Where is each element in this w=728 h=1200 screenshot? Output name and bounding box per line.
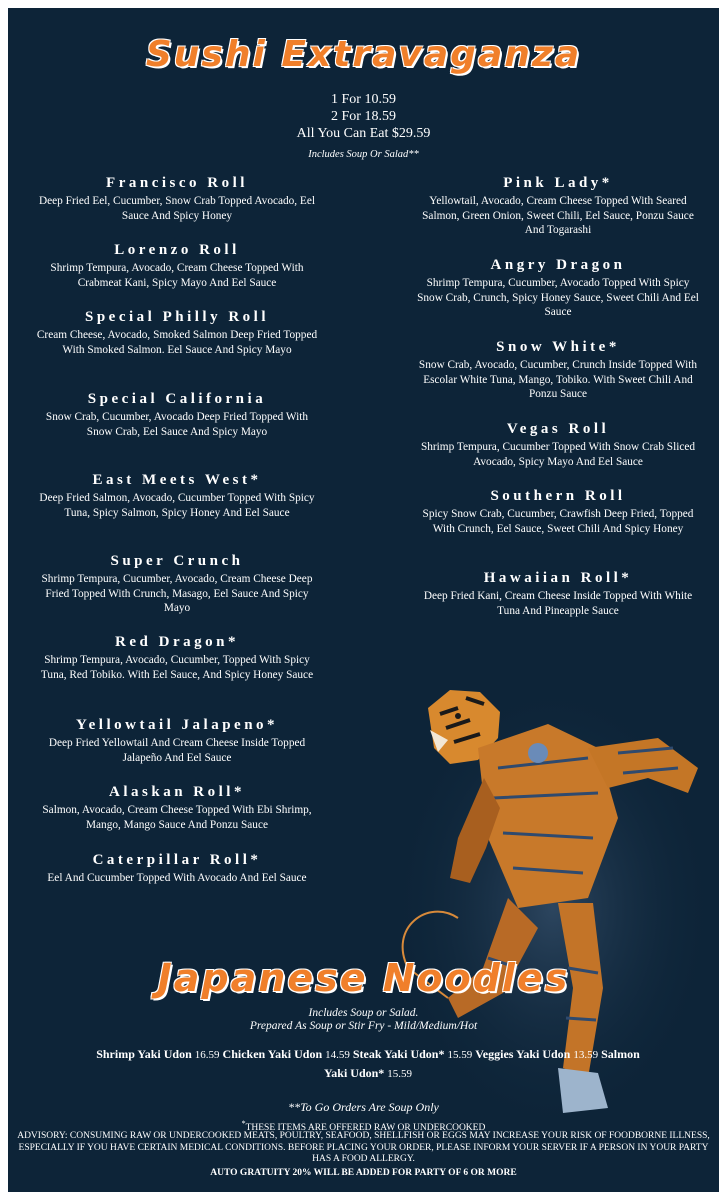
roll-item (34, 241, 320, 290)
roll-name: Lorenzo Roll (114, 242, 240, 258)
roll-description: Shrimp Tempura, Avocado, Cucumber, Topped With Spicy Tuna, Red Tobiko. With Eel Sauce, And Spicy Honey Sauce (40, 654, 314, 681)
noodle-name: Shrimp Yaki Udon (96, 1047, 192, 1061)
roll-item (34, 174, 320, 223)
roll-name: Vegas Roll (506, 421, 610, 437)
roll-description: Cream Cheese, Avocado, Smoked Salmon Deep Fried Topped With Smoked Salmon. Eel Sauce And Spicy Mayo (36, 329, 318, 356)
roll-name: Special Philly Roll (84, 309, 269, 325)
roll-name: Special California (87, 391, 267, 407)
roll-item (34, 716, 320, 765)
noodle-price: 15.59 (387, 1068, 413, 1080)
roll-name: Red Dragon* (115, 634, 239, 650)
noodle-name: Steak Yaki Udon* (352, 1047, 445, 1061)
raw-warning: *THESE ITEMS ARE OFFERED RAW OR UNDERCOOKED (241, 1119, 486, 1134)
roll-item (416, 338, 700, 402)
roll-item (416, 569, 700, 618)
noodle-name: Salmon Yaki Udon* (323, 1047, 640, 1080)
noodle-name: Chicken Yaki Udon (222, 1047, 323, 1061)
roll-item (34, 633, 320, 682)
right-roll-column (416, 174, 700, 634)
roll-name: Francisco Roll (106, 175, 248, 191)
roll-description: Snow Crab, Cucumber, Avocado Deep Fried Topped With Snow Crab, Eel Sauce And Spicy Mayo (45, 411, 309, 438)
raw-asterisk: * (241, 1119, 246, 1128)
roll-description: Shrimp Tempura, Avocado, Cream Cheese Topped With Crabmeat Kani, Spicy Mayo And Eel Sauce (50, 262, 304, 289)
roll-item (34, 308, 320, 357)
roll-name: Hawaiian Roll* (483, 570, 633, 586)
roll-description: Eel And Cucumber Topped With Avocado And Eel Sauce (47, 872, 307, 884)
roll-name: Caterpillar Roll* (92, 852, 262, 868)
price-all-you-can-eat: All You Can Eat $29.59 (296, 126, 431, 141)
roll-item (416, 420, 700, 469)
roll-item (34, 390, 320, 439)
roll-name: Yellowtail Jalapeno* (75, 717, 279, 733)
menu-page (8, 8, 719, 1192)
roll-description: Deep Fried Kani, Cream Cheese Inside Topped With White Tuna And Pineapple Sauce (423, 590, 693, 617)
price-one: 1 For 10.59 (331, 92, 396, 107)
roll-description: Salmon, Avocado, Cream Cheese Topped With Ebi Shrimp, Mango, Mango Sauce And Ponzu Sauce (42, 804, 312, 831)
noodle-price: 16.59 (194, 1049, 220, 1061)
roll-name: Alaskan Roll* (109, 784, 245, 800)
noodles-prep-note: Prepared As Soup or Stir Fry - Mild/Medium/Hot (249, 1020, 478, 1032)
roll-name: Pink Lady* (503, 175, 613, 191)
roll-name: East Meets West* (92, 472, 262, 488)
roll-name: Super Crunch (110, 553, 244, 569)
roll-item (34, 552, 320, 616)
roll-item (416, 174, 700, 238)
noodle-price: 13.59 (573, 1049, 599, 1061)
roll-description: Shrimp Tempura, Cucumber, Avocado, Cream Cheese Deep Fried Topped With Crunch, Masago, Eel Sauce And Spicy Mayo (41, 573, 313, 614)
roll-description: Yellowtail, Avocado, Cream Cheese Topped With Seared Salmon, Green Onion, Sweet Chili, Eel Sauce, Ponzu Sauce And Togarashi (422, 195, 694, 236)
noodle-price: 15.59 (447, 1049, 473, 1061)
roll-description: Deep Fried Yellowtail And Cream Cheese Inside Topped Jalapeño And Eel Sauce (48, 737, 306, 764)
noodle-price: 14.59 (325, 1049, 350, 1061)
roll-description: Shrimp Tempura, Cucumber Topped With Snow Crab Sliced Avocado, Spicy Mayo And Eel Sauce (420, 441, 696, 468)
roll-description: Deep Fried Salmon, Avocado, Cucumber Topped With Spicy Tuna, Spicy Salmon, Spicy Honey And Eel Sauce (39, 492, 315, 519)
noodles-title: Japanese Noodles (157, 956, 570, 1000)
noodle-list (88, 1045, 648, 1083)
roll-description: Shrimp Tempura, Cucumber, Avocado Topped With Spicy Snow Crab, Crunch, Spicy Honey Sauce, Sweet Chili And Eel Sauce (417, 277, 699, 318)
roll-description: Spicy Snow Crab, Cucumber, Crawfish Deep Fried, Topped With Crunch, Eel Sauce, Sweet Chili And Spicy Honey (422, 508, 694, 535)
sushi-title: Sushi Extravaganza (145, 34, 582, 75)
advisory-text: ADVISORY: CONSUMING RAW OR UNDERCOOKED MEATS, POULTRY, SEAFOOD, SHELLFISH OR EGGS MAY INCREASE YOUR RISK OF FOODBORNE ILLNESS, ESPECIALLY IF YOU HAVE CERTAIN MEDICAL CONDITIONS. BEFORE PLACING YOUR ORDER, PLEASE INFORM YOUR SERVER IF A PERSON IN YOUR PARTY HAS A FOOD ALLERGY. (17, 1131, 710, 1164)
noodle-name: Veggies Yaki Udon (475, 1047, 571, 1061)
noodles-includes-note: Includes Soup or Salad. (308, 1007, 419, 1019)
roll-name: Southern Roll (490, 488, 626, 504)
left-roll-column (34, 174, 320, 914)
roll-item (34, 851, 320, 886)
roll-name: Angry Dragon (490, 257, 626, 273)
roll-item (34, 783, 320, 832)
gratuity-note: AUTO GRATUITY 20% WILL BE ADDED FOR PARTY OF 6 OR MORE (210, 1168, 517, 1178)
roll-name: Snow White* (496, 339, 620, 355)
roll-item (34, 471, 320, 520)
roll-item (416, 256, 700, 320)
roll-item (416, 487, 700, 536)
togo-note: **To Go Orders Are Soup Only (288, 1100, 439, 1114)
sushi-includes-note: Includes Soup Or Salad** (308, 149, 419, 160)
roll-description: Snow Crab, Avocado, Cucumber, Crunch Inside Topped With Escolar White Tuna, Mango, Tobiko. With Sweet Chili And Ponzu Sauce (418, 359, 698, 400)
price-two: 2 For 18.59 (331, 109, 396, 124)
roll-description: Deep Fried Eel, Cucumber, Snow Crab Topped Avocado, Eel Sauce And Spicy Honey (39, 195, 315, 222)
